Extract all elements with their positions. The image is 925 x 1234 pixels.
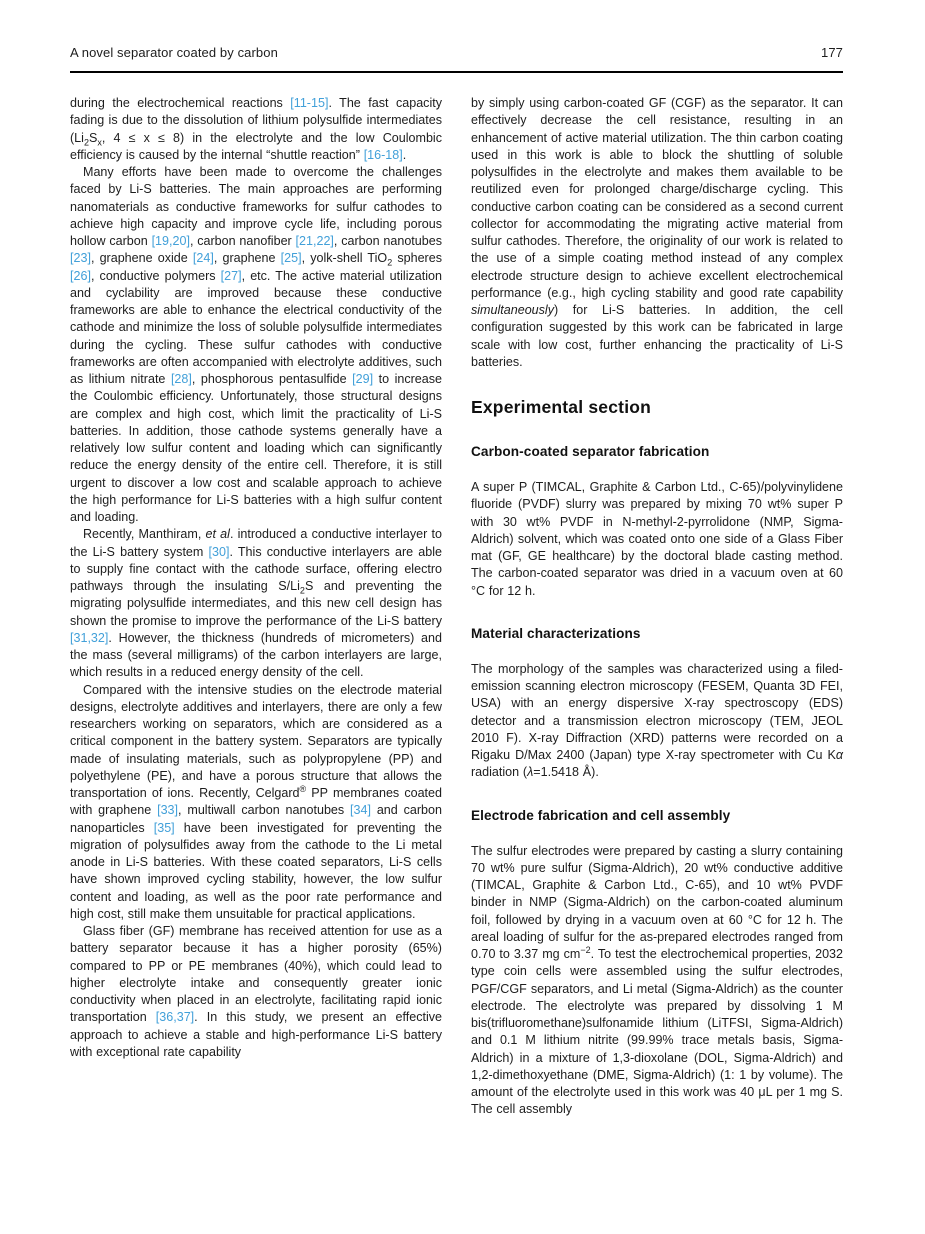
subscript-text: 2: [387, 257, 393, 268]
subsection-heading: Carbon-coated separator fabrication: [471, 444, 710, 459]
running-title: A novel separator coated by carbon: [70, 45, 278, 60]
italic-text: α: [835, 748, 843, 762]
italic-text: λ: [527, 765, 534, 780]
paragraph: Glass fiber (GF) membrane has received attention for use as a battery separator because it has a higher porosity (65%) compared to PP or PE membranes (40%), which could lead to higher electrolyte intake and consequently greater ionic conductivity when placed in an electrolyte, facilitating rapid ionic transportation [36,37]. In this study, we present an effective approach to achieve a stable and high-performance Li-S battery with exceptional rate capability: [70, 924, 442, 1059]
paragraph: The morphology of the samples was characterized using a filed-emission scanning electron microscopy (FESEM, Quanta 3D FEI, USA) with an energy dispersive X-ray spectroscopy (EDS) detector and a transmission electron microscopy (TEM, JEOL 2010 F). X-ray Diffraction (XRD) patterns were recorded on a Rigaku D/Max 2400 (Japan) type X-ray spectrometer with Cu Kα radiation (λ=1.5418 Å).: [471, 661, 843, 780]
two-column-body: [70, 95, 843, 1119]
subsection-heading: Material characterizations: [471, 625, 641, 641]
citation-link[interactable]: [27]: [220, 268, 242, 283]
superscript-text: −2: [580, 944, 591, 955]
paragraph: The sulfur electrodes were prepared by casting a slurry containing 70 wt% pure sulfur (Sigma-Aldrich), 20 wt% conductive additive (TIMCAL, Graphite & Carbon Ltd., C-65), and 10 wt% PVDF binder in NMP (Sigma-Aldrich) on the carbon-coated aluminum foil, followed by drying in a vacuum oven at 60 °C for 12 h. The areal loading of sulfur for the as-prepared electrodes ranged from 0.70 to 3.37 mg $cm^{-2}$. To test the electrochemical properties, 2032 type coin cells were assembled using the sulfur electrodes, PGF/CGF separators, and Li metal (Sigma-Aldrich) as the counter electrode. The electrolyte was prepared by dissolving 1 M bis(trifluoromethane)sulfonamide lithium (LiTFSI, Sigma-Aldrich) and 0.1 M lithium nitrite (99.99% trace metals basis, Sigma-Aldrich) in a mixture of 1,3-dioxolane (DOL, Sigma-Aldrich) and 1,2-dimethoxyethane (DME, Sigma-Aldrich) (1: 1 by volume). The amount of the electrolyte used in this work was 40 μL per 1 mg S. The cell assembly: [471, 843, 843, 1117]
section-heading: Experimental section: [471, 397, 652, 417]
citation-link[interactable]: [21,22]: [295, 234, 334, 248]
paragraph: Many efforts have been made to overcome the challenges faced by Li-S batteries. The main approaches are performing nanomaterials as conductive frameworks for sulfur cathodes to achieve high capacity and improve cycle life, including porous hollow carbon [19,20], carbon nanofiber [21,22], carbon nanotubes [23], graphene oxide [24], graphene [25], yolk-shell TiO$_2$ spheres [26], conductive polymers [27], etc. The active material utilization and cyclability are improved because these conductive frameworks are able to enhance the electrical conductivity of the cathode and minimize the loss of soluble polysulfide intermediates during the cycling. These sulfur cathodes with conductive frameworks are often accompanied with electrolyte additives, such as lithium nitrate [28], phosphorous pentasulfide [29] to increase the Coulombic efficiency. Unfortunately, those structural designs are complex and high cost, which limit the practicality of Li-S batteries. In addition, those cathode systems generally have a relatively low sulfur content and loading which can significantly reduce the energy density of the entire cell. Therefore, it is still urgent to discover a low cost and scalable approach to achieve the high performance for Li-S batteries with a high sulfur content and loading.: [70, 165, 442, 524]
citation-link[interactable]: [28]: [170, 372, 192, 386]
paragraph: by simply using carbon-coated GF (CGF) as the separator. It can effectively decrease the cell resistance, resulting in an enhancement of active material utilization. The thin carbon coating used in this work is able to block the shuttling of soluble polysulfides in the electrolyte and makes them available to be reutilized even for prolonged charge/discharge cycling. This conductive carbon coating can be considered as a second current collector for accommodating the migrating active material from sulfur cathodes. Therefore, the originality of our work is related to the use of a simple coating method instead of any complex electrode structure design to achieve excellent electrochemical performance (e.g., high cycling stability and good rate capability simultaneously) for Li-S batteries. In addition, the cell configuration suggested by this work can be fabricated in large scale with low cost, further enhancing the practicality of Li-S batteries.: [471, 96, 843, 369]
paragraph: Recently, Manthiram, et al. introduced a conductive interlayer to the Li-S battery system [30]. This conductive interlayers are able to supply fine contact with the cathode surface, offering electro pathways through the insulating $S/Li_2S$ and preventing the migrating polysulfide intermediates, and this new cell design has shown the promise to improve the performance of the Li-S battery [31,32]. However, the thickness (hundreds of micrometers) and the mass (several milligrams) of the carbon interlayers are large, which results in a reduced energy density of the cell.: [70, 527, 442, 680]
right-column: [471, 95, 843, 1119]
citation-link[interactable]: [33]: [157, 803, 179, 818]
citation-link[interactable]: [30]: [208, 544, 230, 559]
subscript-text: x: [97, 137, 102, 147]
citation-link[interactable]: [31,32]: [70, 630, 109, 645]
citation-link[interactable]: [34]: [350, 803, 371, 818]
subsection-heading: Electrode fabrication and cell assembly: [471, 807, 731, 823]
italic-text: simultaneously: [471, 303, 554, 317]
paragraph: A super P (TIMCAL, Graphite & Carbon Ltd., C-65)/polyvinylidene fluoride (PVDF) slurry was prepared by mixing 70 wt% super P with 30 wt% PVDF in N-methyl-2-pyrrolidone (NMP, Sigma-Aldrich) solvent, which was coated onto one side of a Glass Fiber mat (GF, GE healthcare) by the doctoral blade casting method. The carbon-coated separator was dried in a vacuum oven at 60 °C for 12 h.: [471, 480, 843, 598]
citation-link[interactable]: [16-18]: [363, 147, 403, 162]
page-header: [70, 45, 843, 73]
subscript-text: 2: [299, 585, 305, 596]
subscript-text: 2: [83, 137, 89, 147]
citation-link[interactable]: [11-15]: [290, 96, 329, 110]
superscript-text: ®: [299, 783, 307, 794]
italic-text: et al: [205, 527, 230, 542]
citation-link[interactable]: [25]: [280, 251, 302, 266]
paragraph: Compared with the intensive studies on the electrode material designs, electrolyte additives and interlayers, there are only a few researchers working on separators, which are considered as a critical component in the battery system. Separators are typically made of insulating materials, such as polypropylene (PP) and polyethylene (PE), and have a porous structure that allows the transportation of ions. Recently, Celgard® PP membranes coated with graphene [33], multiwall carbon nanotubes [34] and carbon nanoparticles [35] have been investigated for preventing the migration of polysulfides away from the cathode to the Li metal anode in Li-S batteries. With these coated separators, Li-S cells have shown improved cycling stability, however, the low sulfur content and loading, as well as the poor rate performance and high cost, still make them unsuitable for practical applications.: [70, 682, 442, 921]
citation-link[interactable]: [35]: [153, 820, 175, 835]
left-column: [70, 95, 442, 1119]
citation-link[interactable]: [29]: [352, 372, 374, 386]
paragraph: during the electrochemical reactions [11-15]. The fast capacity fading is due to the dissolution of lithium polysulfide intermediates ($Li_2S_x$, 4 ≤ x ≤ 8) in the electrolyte and the low Coulombic efficiency is caused by the internal “shuttle reaction” [16-18].: [70, 96, 442, 162]
citation-link[interactable]: [19,20]: [151, 234, 190, 248]
citation-link[interactable]: [36,37]: [155, 1010, 195, 1025]
page-number: 177: [821, 45, 843, 60]
citation-link[interactable]: [26]: [70, 268, 91, 283]
citation-link[interactable]: [23]: [70, 251, 91, 266]
citation-link[interactable]: [24]: [192, 251, 214, 266]
